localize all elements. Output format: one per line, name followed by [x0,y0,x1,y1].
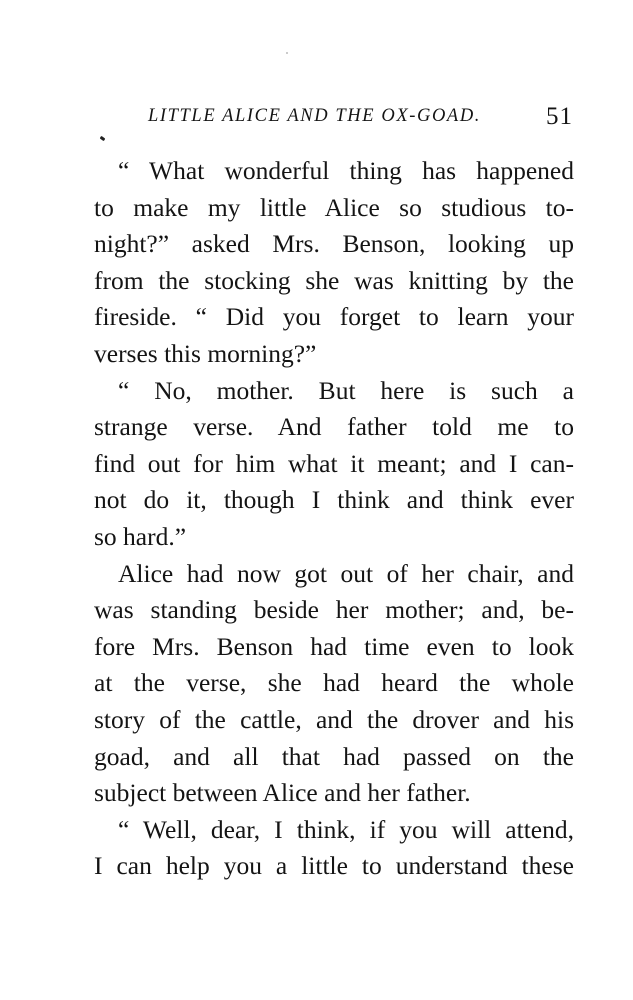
text-line: fore Mrs. Benson had time even to look [94,631,574,661]
page-header [148,103,573,133]
text-line: verses this morning?” [94,338,317,368]
text-line: story of the cattle, and the drover and his [94,704,574,734]
text-line: night?” asked Mrs. Benson, looking up [94,229,574,259]
print-speck [100,136,106,141]
text-line: I can help you a little to understand these [94,851,574,881]
text-line: at the verse, she had heard the whole [94,668,574,698]
page-number: 51 [546,103,573,130]
text-line: find out for him what it meant; and I can- [94,448,574,478]
text-line: to make my little Alice so studious to- [94,192,574,222]
text-line: “ No, mother. But here is such a [118,375,574,405]
text-line: from the stocking she was knitting by the [94,265,574,295]
body-text [94,153,574,885]
text-line: “ What wonderful thing has happened [118,156,574,185]
text-line: so hard.” [94,521,187,551]
text-line: “ Well, dear, I think, if you will attend, [118,814,574,844]
text-line: fireside. “ Did you forget to learn your [94,302,574,332]
text-line: Alice had now got out of her chair, and [118,558,574,588]
text-line: subject between Alice and her father. [94,778,471,808]
text-line: strange verse. And father told me to [94,412,574,442]
running-title: LITTLE ALICE AND THE OX-GOAD. [148,106,482,126]
print-speck [286,52,288,54]
text-line: goad, and all that had passed on the [94,741,574,771]
text-line: not do it, though I think and think ever [94,485,574,515]
text-line: was standing beside her mother; and, be- [94,595,574,625]
